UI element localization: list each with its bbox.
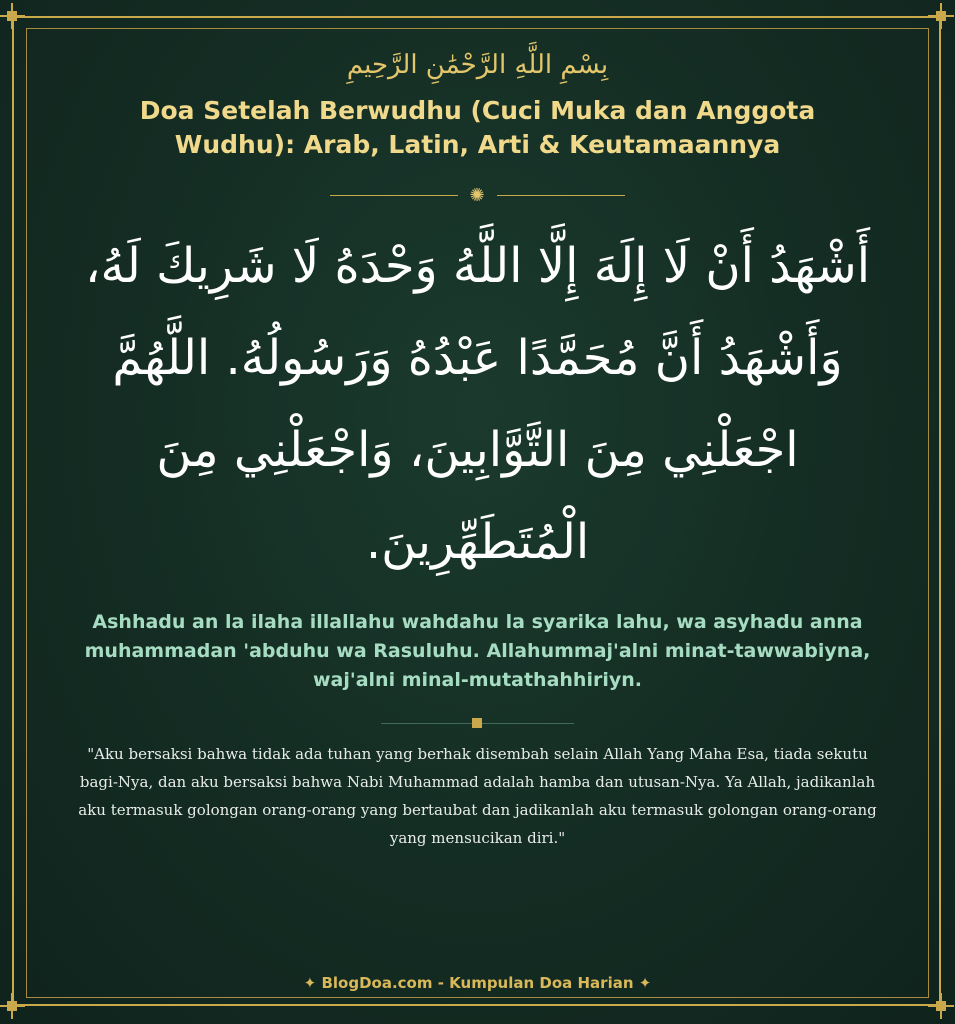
corner-ornament-icon <box>936 11 946 21</box>
diamond-ornament-icon <box>472 718 482 728</box>
corner-ornament-icon <box>936 1001 946 1011</box>
star-ornament-icon: ✺ <box>469 185 485 206</box>
translation-text: "Aku bersaksi bahwa tidak ada tuhan yang berhak disembah selain Allah Yang Maha Esa, tiada sekutu bagi-Nya, dan aku bersaksi bahwa Nabi Muhammad adalah hamba dan utusan-Nya. Ya Allah, jadikanlah aku termasuk golongan orang-orang yang bertaubat dan jadikanlah aku termasuk golongan orang-orang yang mensucikan diri." <box>78 745 877 847</box>
corner-ornament-icon <box>7 11 17 21</box>
section-divider <box>381 716 574 730</box>
divider-line <box>330 195 458 196</box>
page-title: Doa Setelah Berwudhu (Cuci Muka dan Anggota Wudhu): Arab, Latin, Arti & Keutamaannya <box>139 96 816 159</box>
divider-line <box>497 195 625 196</box>
title-divider <box>330 186 625 206</box>
bismillah: بِسْمِ اللَّهِ الرَّحْمَٰنِ الرَّحِيمِ <box>346 50 609 80</box>
corner-ornament-icon <box>7 1001 17 1011</box>
footer-credit: ✦ BlogDoa.com - Kumpulan Doa Harian ✦ <box>303 974 652 992</box>
latin-transliteration: Ashhadu an la ilaha illallahu wahdahu la syarika lahu, wa asyhadu anna muhammadan 'abduhu wa Rasuluhu. Allahummaj'alni minat-tawwabiyna, waj'alni minal-mutathahhiriyn. <box>84 611 871 691</box>
arabic-prayer-text: أَشْهَدُ أَنْ لَا إِلَهَ إِلَّا اللَّهُ وَحْدَهُ لَا شَرِيكَ لَهُ، وَأَشْهَدُ أَنَّ مُحَمَّدًا عَبْدُهُ وَرَسُولُهُ. اللَّهُمَّ اجْعَلْنِي مِنَ التَّوَّابِينَ، وَاجْعَلْنِي مِنَ الْمُتَطَهِّرِينَ. <box>84 238 871 570</box>
